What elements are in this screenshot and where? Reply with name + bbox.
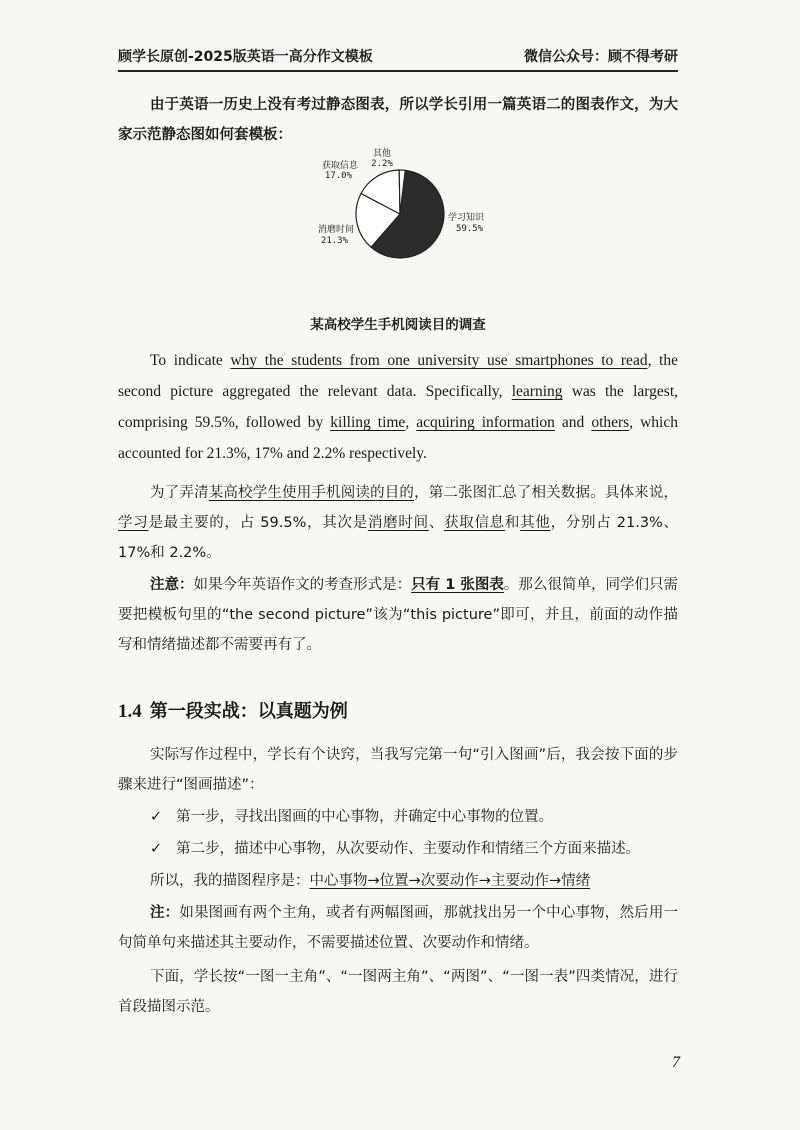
english-underline-acquiring-info: acquiring information	[416, 414, 555, 431]
program-text: 所以，我的描图程序是：	[150, 873, 310, 889]
english-underline-purpose: why the students from one university use smartphones to read	[230, 352, 648, 369]
english-underline-learning: learning	[511, 383, 563, 400]
note-underline: 只有 1 张图表	[411, 577, 504, 593]
closing-paragraph: 下面，学长按“一图一主角”、“一图两主角”、“两图”、“一图一表”四类情况，进行首段描图示范。	[118, 969, 678, 1015]
step-2	[150, 834, 640, 864]
chinese-text: 为了弄清	[150, 485, 209, 501]
chinese-text: ，分别占 21.3%、17%和 2.2%。	[118, 515, 679, 561]
note-two-subjects	[118, 898, 678, 958]
label-other-value: 2.2%	[371, 159, 393, 169]
chinese-text: ，第二张图汇总了相关数据。具体来说，	[414, 485, 679, 501]
page-header	[118, 42, 678, 72]
intro-paragraph: 由于英语一历史上没有考过静态图表，所以学长引用一篇英语二的图表作文，为大家示范静态图如何套模板：	[118, 97, 678, 143]
label-time-name: 消磨时间	[317, 225, 354, 235]
english-text: , which accounted for 21.3%, 17% and 2.2% respectively.	[118, 414, 678, 462]
english-text: ,	[405, 414, 417, 431]
header-wechat: 微信公众号：顾不得考研	[524, 49, 678, 65]
english-underline-killing-time: killing time	[330, 414, 406, 431]
english-text: , the second picture aggregated the relevant data. Specifically,	[118, 352, 678, 400]
chinese-underline-acquiring-info: 获取信息	[444, 515, 505, 531]
label-time-value: 21.3%	[320, 236, 348, 246]
step-text: 第二步，描述中心事物，从次要动作、主要动作和情绪三个方面来描述。	[176, 841, 641, 857]
label-info-value: 17.0%	[324, 171, 352, 181]
chinese-underline-learning: 学习	[118, 515, 149, 531]
note-text: 如果图画有两个主角，或者有两幅图画，那就找出另一个中心事物，然后用一句简单句来描述其主要动作，不需要描述位置、次要动作和情绪。	[118, 905, 678, 951]
chinese-underline-others: 其他	[520, 515, 551, 531]
section-number: 1.4	[118, 701, 142, 722]
step-text: 第一步，寻找出图画的中心事物，并确定中心事物的位置。	[176, 809, 554, 825]
english-text: To indicate	[150, 352, 231, 369]
label-info-name: 获取信息	[321, 161, 358, 171]
program-line	[118, 866, 678, 896]
step-1	[150, 802, 553, 832]
chinese-underline-killing-time: 消磨时间	[367, 515, 429, 531]
label-learning-value: 59.5%	[456, 224, 484, 234]
note-label: 注：	[150, 905, 180, 921]
check-icon: ✓	[150, 841, 163, 857]
note-label: 注意：	[150, 577, 194, 593]
english-paragraph	[118, 345, 678, 469]
chart-caption: 某高校学生手机阅读目的调查	[310, 317, 486, 333]
note-text: 。那么很简单，同学们只需要把模板句里的“the second picture”该为“this picture”即可，并且，前面的动作描写和情绪描述都不需要再有了。	[118, 577, 679, 653]
chinese-text: 和	[504, 515, 521, 531]
label-other-name: 其他	[372, 149, 392, 159]
chinese-paragraph	[118, 478, 678, 568]
english-text: and	[554, 414, 592, 431]
program-sequence: 中心事物→位置→次要动作→主要动作→情绪	[309, 873, 591, 889]
english-underline-others: others	[591, 414, 630, 431]
page-number: 7	[672, 1054, 680, 1071]
chinese-underline-purpose: 某高校学生使用手机阅读的目的	[208, 485, 415, 501]
header-title: 顾学长原创-2025版英语一高分作文模板	[118, 49, 373, 65]
section-title: 第一段实战：以真题为例	[149, 701, 348, 722]
label-learning-name: 学习知识	[448, 213, 485, 223]
chinese-text: 是最主要的，占 59.5%，其次是	[148, 515, 368, 531]
note-single-chart	[118, 570, 678, 660]
pie-chart	[290, 149, 510, 278]
note-text: 如果今年英语作文的考查形式是：	[193, 577, 412, 593]
chinese-text: 、	[428, 515, 445, 531]
english-text: was the largest, comprising 59.5%, followed by	[118, 383, 679, 431]
section-heading	[118, 697, 348, 723]
method-paragraph: 实际写作过程中，学长有个诀窍，当我写完第一句“引入图画”后，我会按下面的步骤来进行“图画描述”：	[118, 747, 678, 793]
check-icon: ✓	[150, 809, 163, 825]
